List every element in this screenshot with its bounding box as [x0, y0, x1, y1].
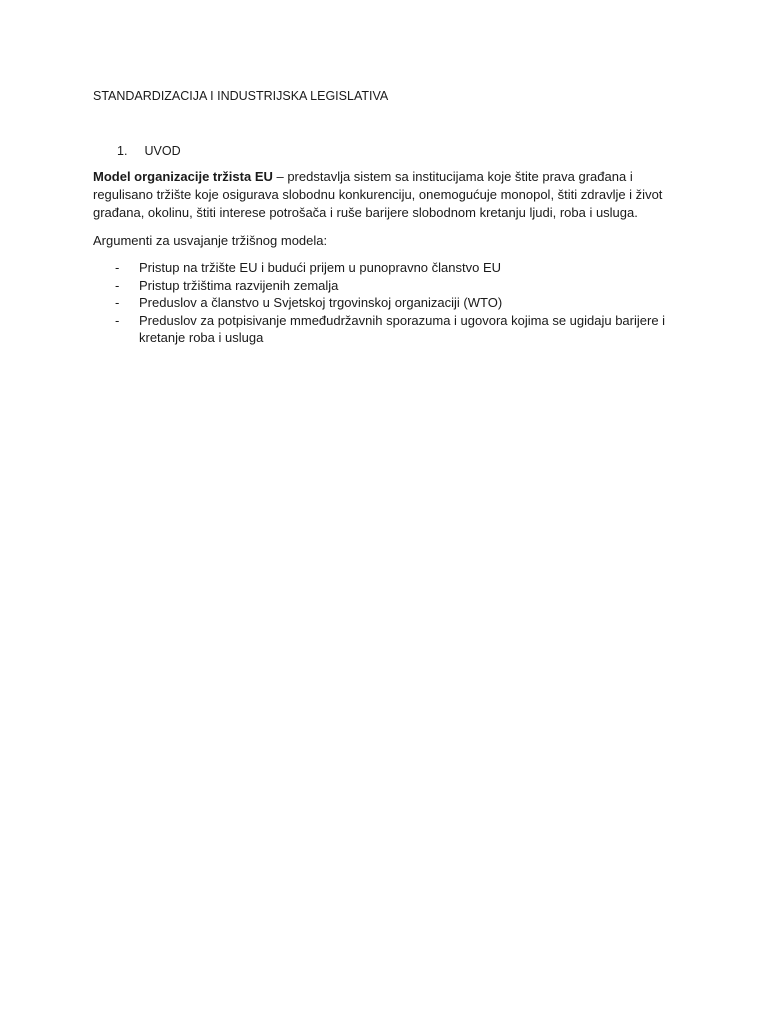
list-item	[93, 294, 683, 312]
paragraph-text: – predstavlja sistem sa institucijama koje štite prava građana i regulisano tržište koje osigurava slobodnu konkurenciju, onemogućuje monopol, štiti zdravlje i život građana, okolinu, štiti interese potrošača i ruše barijere slobodnom kretanju ljudi, roba i usluga.	[93, 169, 663, 220]
list-item	[93, 312, 683, 347]
bullet-marker: -	[115, 260, 120, 275]
list-item-text: Pristup na tržište EU i budući prijem u punopravno članstvo EU	[139, 260, 502, 275]
list-item-text: Pristup tržištima razvijenih zemalja	[139, 277, 339, 293]
intro-paragraph	[93, 168, 683, 222]
bullet-marker: -	[115, 312, 120, 328]
bullet-marker: -	[115, 277, 120, 293]
list-item	[93, 259, 683, 277]
list-item	[93, 277, 683, 295]
arguments-list	[93, 259, 683, 347]
bullet-marker: -	[115, 295, 120, 310]
arguments-intro: Argumenti za usvajanje tržišnog modela:	[93, 233, 328, 248]
document-title: STANDARDIZACIJA I INDUSTRIJSKA LEGISLATIVA	[93, 89, 389, 103]
list-item-text: Preduslov a članstvo u Svjetskoj trgovinskoj organizaciji (WTO)	[139, 295, 503, 310]
section-heading	[93, 143, 181, 159]
list-item-text: Preduslov za potpisivanje mmeđudržavnih sporazuma i ugovora kojima se ugidaju barijere i kretanje roba i usluga	[139, 312, 666, 345]
section-title: UVOD	[144, 144, 181, 158]
paragraph-bold-term: Model organizacije tržista EU	[93, 169, 273, 184]
section-number: 1.	[117, 144, 128, 158]
